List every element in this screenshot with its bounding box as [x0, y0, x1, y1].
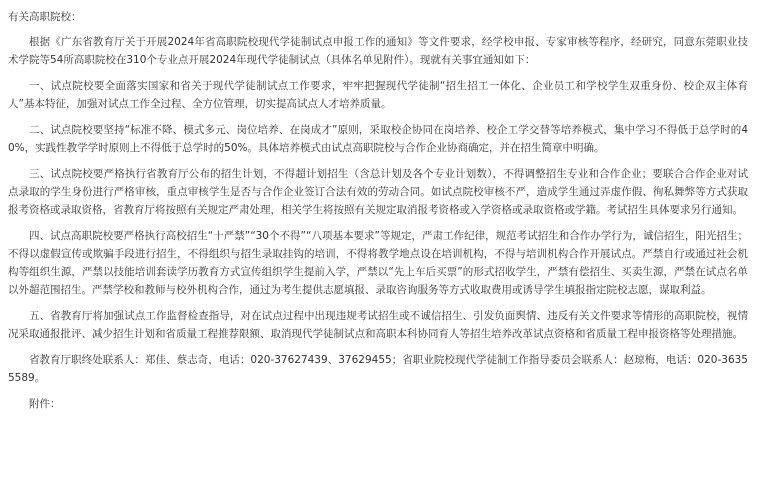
- intro-paragraph: 根据《广东省教育厅关于开展2024年省高职院校现代学徒制试点申报工作的通知》等文件要求，经学校申报、专家审核等程序，经研究，同意东莞职业技术学院等54所高职院校在310个专业点开展2024年现代学徒制试点（具体名单见附件）。现就有关事宜通知如下：: [8, 36, 748, 66]
- contact-paragraph: 省教育厅职终处联系人：郑佳、蔡志奇，电话：020-37627439、37629455；省职业院校现代学徒制工作指导委员会联系人：赵琼梅，电话：020-36355589。: [8, 354, 748, 384]
- salutation: 有关高职院校：: [8, 11, 82, 23]
- attachment-label: 附件：: [29, 398, 61, 410]
- paragraph-item-4: 四、试点高职院校要严格执行高校招生“十严禁”“30个不得”“八项基本要求”等规定，严肃工作纪律，规范考试招生和合作办学行为，诚信招生，阳光招生；不得以虚假宣传或欺骗手段进行招生，不得组织与招生录取挂钩的培训，不得将教学地点设在培训机构，不得与培训机构合作开展试点。严禁自行或通过社会机构等组织生源，严禁以技能培训套读学历教育方式宣传组织学生提前入学，严禁以“先上车后买票”的形式招收学生，严禁有偿招生、买卖生源，严禁在试点名单以外超范围招生。严禁学校和教师与校外机构合作，通过为考生提供志愿填报、录取咨询服务等方式收取费用或诱导学生填报指定院校志愿，谋取利益。: [8, 230, 748, 296]
- paragraph-item-5: 五、省教育厅将加强试点工作监督检查指导，对在试点过程中出现违规考试招生或不诚信招生、引发负面舆情、违反有关文件要求等情形的高职院校，视情况采取通报批评、减少招生计划和省质量工程推荐限额、取消现代学徒制试点和高职本科协同育人等招生培养改革试点资格和省质量工程申报资格等处理措施。: [8, 310, 748, 340]
- paragraph-item-2: 二、试点院校要坚持“标准不降、模式多元、岗位培养、在岗成才”原则，采取校企协同在岗培养、校企工学交替等培养模式，集中学习不得低于总学时的40%，实践性教学学时原则上不得低于总学时的50%。具体培养模式由试点高职院校与合作企业协商确定，并在招生简章中明确。: [8, 124, 748, 154]
- paragraph-item-3: 三、试点院校要严格执行省教育厅公布的招生计划，不得超计划招生（含总计划及各个专业计划数），不得调整招生专业和合作企业；要联合合作企业对试点录取的学生身份进行严格审核，重点审核学生是否与合作企业签订合法有效的劳动合同。如试点院校审核不严，造成学生通过弄虚作假、徇私舞弊等方式获取报考资格或录取资格，省教育厅将按照有关规定严肃处理，相关学生将按照有关规定取消报考资格或入学资格或录取资格或学籍。考试招生具体要求另行通知。: [8, 168, 748, 216]
- paragraph-item-1: 一、试点院校要全面落实国家和省关于现代学徒制试点工作要求，牢牢把握现代学徒制“招生招工一体化、企业员工和学校学生双重身份、校企双主体育人”基本特征，加强对试点工作全过程、全方位管理，切实提高试点人才培养质量。: [8, 80, 748, 110]
